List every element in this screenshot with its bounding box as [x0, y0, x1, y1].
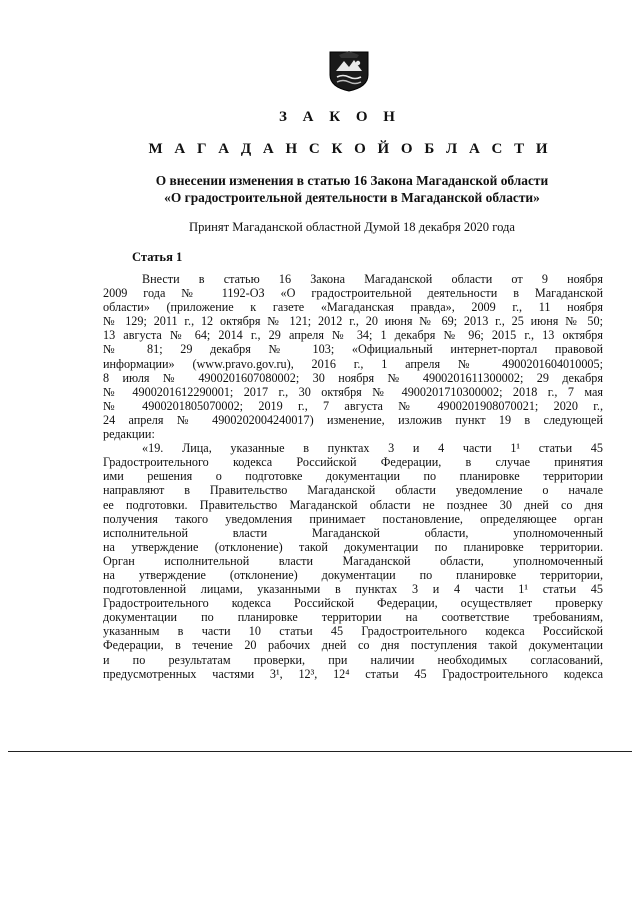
- page-divider: [8, 751, 632, 752]
- text-line: предусмотренных частями 3¹, 12³, 12⁴ статьи 45 Градостроительного кодекса: [103, 666, 603, 681]
- text-line: Орган исполнительной власти Магаданской области, уполномоченный: [103, 553, 603, 568]
- document-title: З А К О Н: [279, 109, 401, 125]
- text-line: ее подготовки. Правительство Магаданской области не позднее 30 дней со дня: [103, 497, 603, 512]
- law-subject: [0, 172, 640, 206]
- text-line: 13 августа № 64; 2014 г., 29 апреля № 34; 1 декабря № 96; 2015 г., 13 октября: [103, 328, 603, 343]
- text-line: на утверждение (отклонение) такой документации по планировке территории.: [103, 539, 603, 554]
- text-line: и по результатам проверки, при наличии необходимых согласований,: [103, 652, 603, 667]
- text-line: на утверждение (отклонение) документации по планировке территории,: [103, 567, 603, 582]
- text-line: Федерации, в течение 20 рабочих дней со дня поступления такой документации: [103, 638, 603, 653]
- article-body: [103, 272, 603, 681]
- law-subject-line-2: «О градостроительной деятельности в Магаданской области»: [164, 190, 540, 205]
- law-subject-line-1: О внесении изменения в статью 16 Закона Магаданской области: [155, 173, 549, 188]
- text-line: Градостроительного кодекса Российской Федерации, осуществляет проверку: [103, 596, 603, 611]
- text-line: документации по планировке территории на соответствие требованиям,: [103, 610, 603, 625]
- adoption-note: Принят Магаданской областной Думой 18 декабря 2020 года: [188, 220, 516, 234]
- text-line: 2009 года № 1192-ОЗ «О градостроительной деятельности в Магаданской: [103, 286, 603, 301]
- text-line: получения такого уведомления принимает постановление, определяющее орган: [103, 511, 603, 526]
- text-line: направляют в Правительство Магаданской области уведомление о начале: [103, 483, 603, 498]
- text-line: Градостроительного кодекса Российской Федерации, в случае принятия: [103, 455, 603, 470]
- region-title: М А Г А Д А Н С К О Й О Б Л А С Т И: [148, 141, 552, 157]
- text-line: указанным в части 10 статьи 45 Градостроительного кодекса Российской: [103, 624, 603, 639]
- text-line: № 81; 29 декабря № 103; «Официальный интернет-портал правовой: [103, 342, 603, 357]
- text-line: ими решения о подготовке документации по планировке территории: [103, 469, 603, 484]
- text-line: Внести в статью 16 Закона Магаданской области от 9 ноября: [142, 272, 603, 286]
- text-line: № 129; 2011 г., 12 октября № 121; 2012 г., 20 июня № 69; 2013 г., 25 июня № 50;: [103, 314, 603, 329]
- text-line: информации» (www.pravo.gov.ru), 2016 г., 1 апреля № 4900201604010005;: [103, 356, 603, 371]
- text-line: «19. Лица, указанные в пунктах 3 и 4 части 1¹ статьи 45: [142, 441, 603, 456]
- text-line: 24 апреля № 4900202004240017) изменение, изложив пункт 19 в следующей: [103, 412, 603, 427]
- text-line: № 4900201805070002; 2019 г., 7 августа № 4900201908070021; 2020 г.,: [103, 398, 603, 413]
- text-line: редакции:: [103, 427, 155, 442]
- text-line: подготовленной лицами, указанными в пунктах 3 и 4 части 1¹ статьи 45: [103, 582, 603, 597]
- text-line: исполнительной власти Магаданской области, уполномоченный: [103, 525, 603, 540]
- article-heading: Статья 1: [132, 250, 183, 264]
- coat-of-arms-icon: [327, 49, 371, 93]
- text-line: № 4900201612290001; 2017 г., 30 октября № 4900201710300002; 2018 г., 7 мая: [103, 384, 603, 399]
- text-line: области» (приложение к газете «Магаданская правда», 2009 г., 11 ноября: [103, 300, 603, 315]
- text-line: 8 июля № 4900201607080002; 30 ноября № 4900201611300002; 29 декабря: [103, 370, 603, 385]
